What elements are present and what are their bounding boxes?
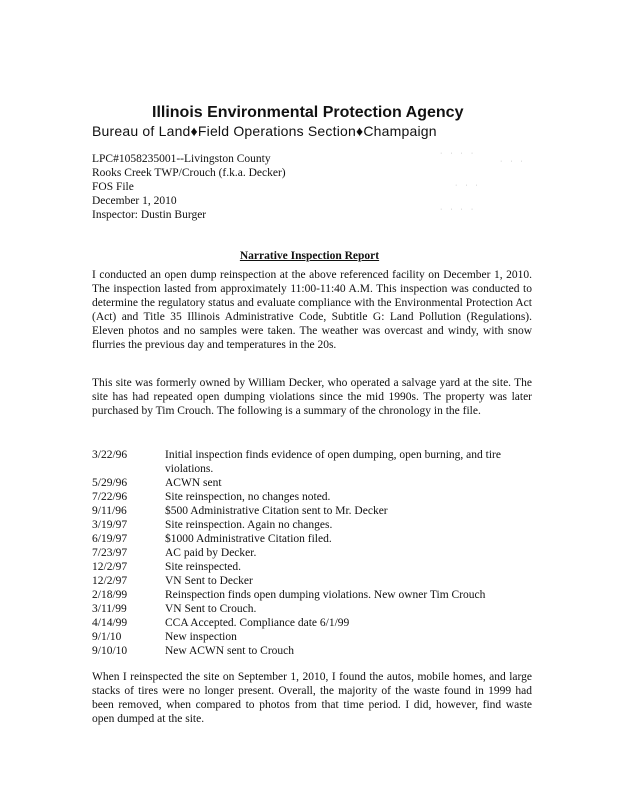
entry-date: 12/2/97 <box>92 575 128 587</box>
header-line-file: FOS File <box>92 181 134 193</box>
entry-text: New inspection <box>165 631 237 643</box>
entry-date: 7/23/97 <box>92 547 128 559</box>
paragraph-inspection: I conducted an open dump reinspection at the above referenced facility on December 1, 2010. The inspection lasted from approximately 11:00-11:40 A.M. This inspection was conducted to determine the regulatory status and evaluate compliance with the Environmental Protection Act (Act) and Title 35 Illinois Administrative Code, Subtitle G: Land Pollution (Regulations). Eleven photos and no samples were taken. The weather was overcast and windy, with snow flurries the previous day and temperatures in the 20s. <box>92 269 532 351</box>
chronology-entry <box>92 518 532 532</box>
entry-text: AC paid by Decker. <box>165 547 257 559</box>
chronology-entry <box>92 448 532 476</box>
entry-date: 9/10/10 <box>92 645 128 657</box>
chronology-entry <box>92 490 532 504</box>
chronology-list <box>92 448 532 658</box>
paragraph-reinspection: When I reinspected the site on September 1, 2010, I found the autos, mobile homes, and large stacks of tires were no longer present. Overall, the majority of the waste found in 1999 had been removed, when compared to photos from that time period. I did, however, find waste open dumped at the site. <box>92 671 532 725</box>
header-line-site: Rooks Creek TWP/Crouch (f.k.a. Decker) <box>92 167 286 179</box>
entry-date: 4/14/99 <box>92 617 128 629</box>
entry-text: Site reinspection, no changes noted. <box>165 491 331 503</box>
entry-text: Site reinspected. <box>165 561 242 573</box>
faint-stamp-mark: · · · · <box>440 206 477 213</box>
chronology-entry <box>92 588 532 602</box>
entry-date: 5/29/96 <box>92 477 128 489</box>
entry-date: 3/22/96 <box>92 449 128 461</box>
entry-text: CCA Accepted. Compliance date 6/1/99 <box>165 617 350 629</box>
entry-text: $1000 Administrative Citation filed. <box>165 533 332 545</box>
entry-text: Initial inspection finds evidence of open dumping, open burning, and tire violations. <box>165 449 501 475</box>
entry-text: New ACWN sent to Crouch <box>165 645 295 657</box>
report-title: Narrative Inspection Report <box>239 250 380 262</box>
chronology-entry <box>92 546 532 560</box>
report-header <box>92 152 286 222</box>
entry-text: VN Sent to Decker <box>165 575 253 587</box>
chronology-entry <box>92 504 532 518</box>
entry-date: 7/22/96 <box>92 491 128 503</box>
entry-text: VN Sent to Crouch. <box>165 603 257 615</box>
chronology-entry <box>92 476 532 490</box>
entry-text: $500 Administrative Citation sent to Mr. Decker <box>165 505 388 517</box>
chronology-entry <box>92 630 532 644</box>
agency-name: Illinois Environmental Protection Agency <box>152 104 464 121</box>
entry-date: 2/18/99 <box>92 589 128 601</box>
chronology-entry <box>92 644 532 658</box>
entry-date: 6/19/97 <box>92 533 128 545</box>
chronology-entry <box>92 532 532 546</box>
header-line-date: December 1, 2010 <box>92 195 177 207</box>
bureau-line: Bureau of Land♦Field Operations Section♦Champaign <box>92 123 437 139</box>
entry-text: Reinspection finds open dumping violations. New owner Tim Crouch <box>165 589 486 601</box>
entry-date: 9/11/96 <box>92 505 127 517</box>
chronology-entry <box>92 574 532 588</box>
faint-stamp-mark: · · · · <box>440 150 477 157</box>
chronology-entry <box>92 602 532 616</box>
entry-date: 3/11/99 <box>92 603 127 615</box>
entry-date: 12/2/97 <box>92 561 128 573</box>
faint-stamp-mark: · · · <box>455 182 481 189</box>
paragraph-history: This site was formerly owned by William Decker, who operated a salvage yard at the site. The site has had repeated open dumping violations since the mid 1990s. The property was later purchased by Tim Crouch. The following is a summary of the chronology in the file. <box>92 377 532 417</box>
chronology-entry <box>92 560 532 574</box>
chronology-entry <box>92 616 532 630</box>
entry-date: 3/19/97 <box>92 519 128 531</box>
header-line-lpc: LPC#1058235001--Livingston County <box>92 153 271 165</box>
entry-text: Site reinspection. Again no changes. <box>165 519 333 531</box>
header-line-inspector: Inspector: Dustin Burger <box>92 209 207 221</box>
faint-stamp-mark: · · · <box>500 158 526 165</box>
entry-date: 9/1/10 <box>92 631 122 643</box>
entry-text: ACWN sent <box>165 477 222 489</box>
